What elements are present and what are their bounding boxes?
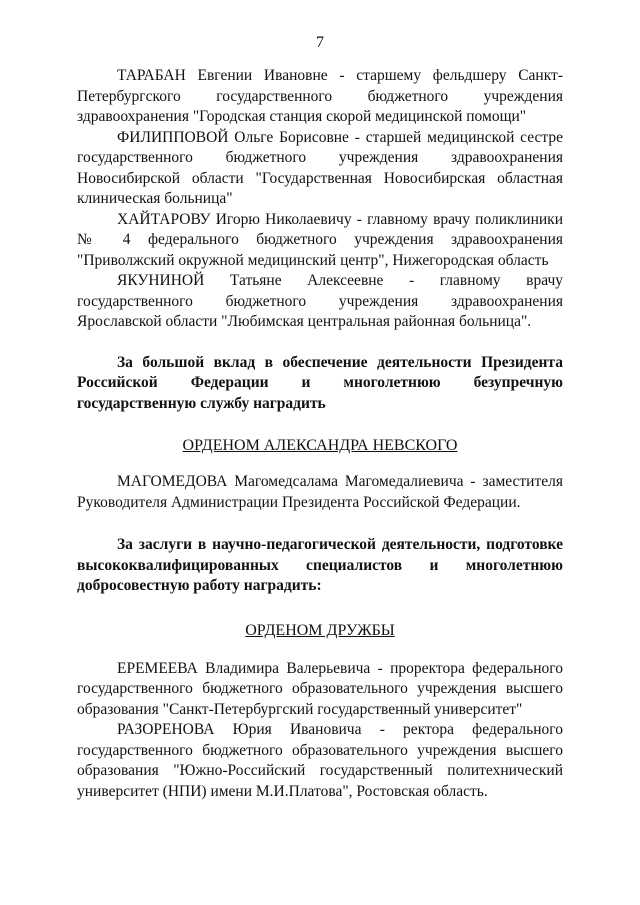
award-recipient-magomedov: МАГОМЕДОВА Магомедсалама Магомедалиевича - заместителя Руководителя Администрации Президента Российской Федерации. [77, 473, 563, 511]
award-recipient-khaytarov: ХАЙТАРОВУ Игорю Николаевичу - главному врачу поликлиники № 4 федерального бюджетного учреждения здравоохранения "Приволжский окружной медицинский центр", Нижегородская область [77, 210, 563, 269]
document-body [77, 66, 563, 802]
award-title-order-alexander-nevsky: ОРДЕНОМ АЛЕКСАНДРА НЕВСКОГО [182, 437, 458, 454]
award-recipient-eremeev: ЕРЕМЕЕВА Владимира Валерьевича - проректора федерального государственного бюджетного образовательного учреждения высшего образования "Санкт-Петербургский государственный университет" [77, 659, 563, 718]
award-recipient-yakunina: ЯКУНИНОЙ Татьяне Алексеевне - главному врачу государственного бюджетного учреждения здравоохранения Ярославской области "Любимская центральная районная больница". [77, 272, 563, 330]
decree-statement-presidential-service: За большой вклад в обеспечение деятельности Президента Российской Федерации и многолетнюю безупречную государственную службу наградить [77, 353, 563, 412]
award-recipient-taraban: ТАРАБАН Евгении Ивановне - старшему фельдшеру Санкт-Петербургского государственного бюджетного учреждения здравоохранения "Городская станция скорой медицинской помощи" [77, 67, 563, 125]
page-number: 7 [316, 34, 324, 51]
award-title-order-of-friendship: ОРДЕНОМ ДРУЖБЫ [245, 621, 395, 639]
decree-statement-pedagogical-merit: За заслуги в научно-педагогической деятельности, подготовке высококвалифицированных специалистов и многолетнюю добросовестную работу наградить: [77, 536, 563, 594]
award-recipient-filippova: ФИЛИППОВОЙ Ольге Борисовне - старшей медицинской сестре государственного бюджетного учреждения здравоохранения Новосибирской области "Государственная Новосибирская областная клиническая больница" [77, 128, 563, 207]
award-recipient-razorenov: РАЗОРЕНОВА Юрия Ивановича - ректора федерального государственного бюджетного образовательного учреждения высшего образования "Южно-Российский государственный политехнический университет (НПИ) имени М.И.Платова", Ростовская область. [77, 721, 563, 800]
